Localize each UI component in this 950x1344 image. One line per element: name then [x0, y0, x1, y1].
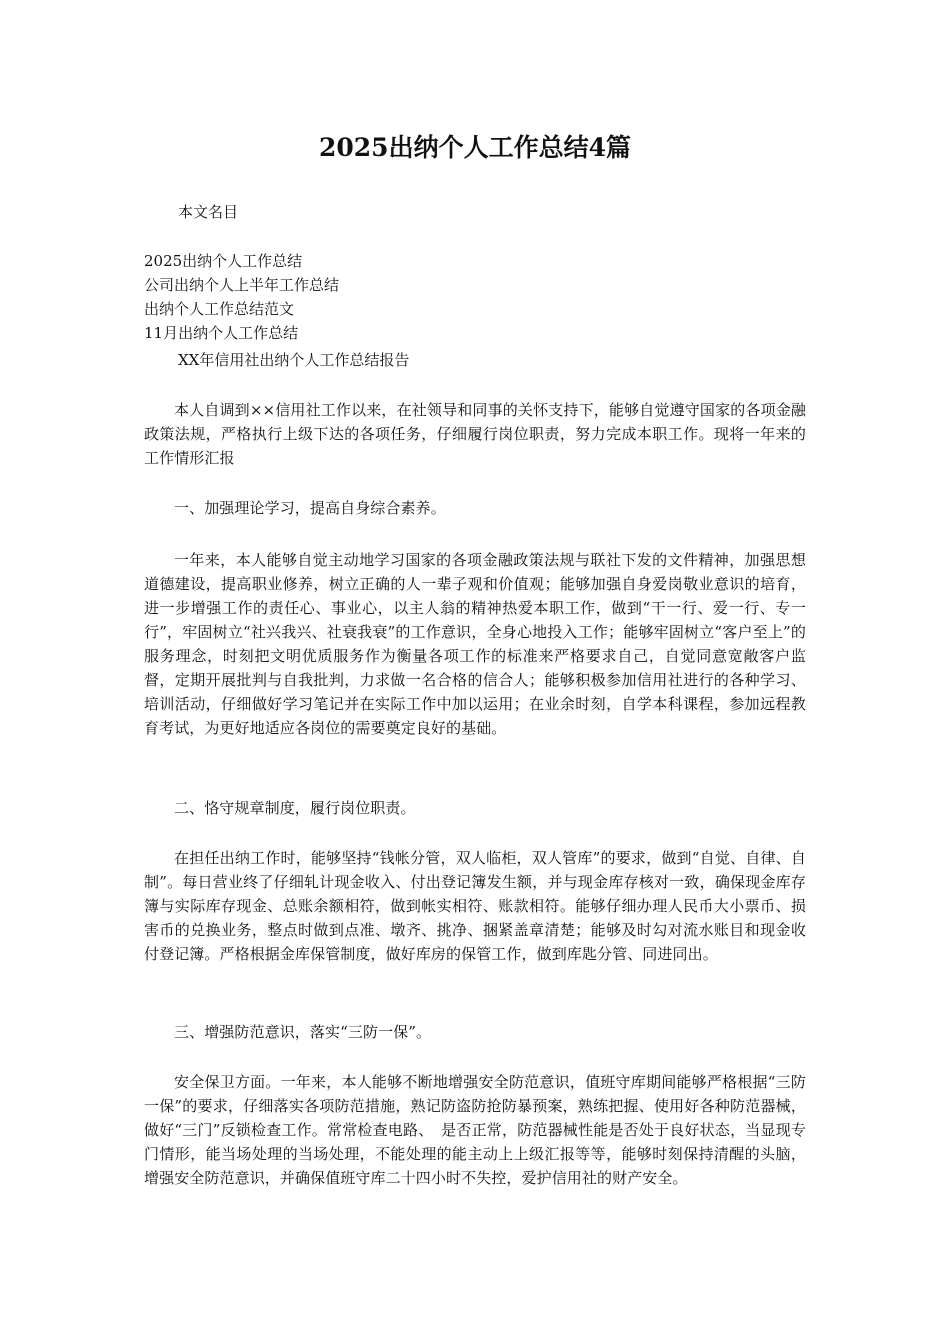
toc-item[interactable]: 2025出纳个人工作总结: [144, 252, 303, 270]
section-body-1: 一年来，本人能够自觉主动地学习国家的各项金融政策法规与联社下发的文件精神，加强思想道德建设，提高职业修养，树立正确的人一辈子观和价值观；能够加强自身爱岗敬业意识的培育，进一步增强工作的责任心、事业心，以主人翁的精神热爱本职工作，做到“干一行、爱一行、专一行”，牢固树立“社兴我兴、社衰我衰”的工作意识，全身心地投入工作；能够牢固树立“客户至上”的服务理念，时刻把文明优质服务作为衡量各项工作的标准来严格要求自己，自觉同意宽敞客户监督，定期开展批判与自我批判，力求做一名合格的信合人；能够积极参加信用社进行的各种学习、培训活动，仔细做好学习笔记并在实际工作中加以运用；在业余时刻，自学本科课程，参加远程教育考试，为更好地适应各岗位的需要奠定良好的基础。: [144, 551, 806, 737]
toc-heading: 本文名目: [178, 203, 239, 221]
section-heading-3: 三、增强防范意识，落实“三防一保”。: [174, 1023, 432, 1041]
section-heading-2: 二、恪守规章制度，履行岗位职责。: [174, 799, 416, 817]
report-subtitle: XX年信用社出纳个人工作总结报告: [178, 351, 410, 369]
toc-item[interactable]: 公司出纳个人上半年工作总结: [144, 276, 340, 294]
toc-list: [144, 249, 804, 345]
intro-paragraph: 本人自调到××信用社工作以来，在社领导和同事的关怀支持下，能够自觉遵守国家的各项金融政策法规，严格执行上级下达的各项任务，仔细履行岗位职责，努力完成本职工作。现将一年来的工作情形汇报: [144, 401, 806, 467]
section-heading-1: 一、加强理论学习，提高自身综合素养。: [174, 499, 446, 517]
document-title: 2025出纳个人工作总结4篇: [319, 133, 631, 162]
section-body-3: 安全保卫方面。一年来，本人能够不断地增强安全防范意识，值班守库期间能够严格根据“三防一保”的要求，仔细落实各项防范措施，熟记防盗防抢防暴预案，熟练把握、使用好各种防范器械，做好“三门”反锁检查工作。常常检查电路、 是否正常，防范器械性能是否处于良好状态，当显现专门情形，能当场处理的当场处理，不能处理的能主动上上级汇报等等，能够时刻保持清醒的头脑，增强安全防范意识，并确保值班守库二十四小时不失控，爱护信用社的财产安全。: [144, 1073, 806, 1187]
toc-item[interactable]: 出纳个人工作总结范文: [144, 300, 295, 318]
toc-item[interactable]: 11月出纳个人工作总结: [144, 324, 299, 342]
section-body-2: 在担任出纳工作时，能够坚持“钱帐分管，双人临柜，双人管库”的要求，做到“自觉、自律、自制”。每日营业终了仔细轧计现金收入、付出登记簿发生额，并与现金库存核对一致，确保现金库存簿与实际库存现金、总账余额相符，做到帐实相符、账款相符。能够仔细办理人民币大小票币、损害币的兑换业务，整点时做到点准、墩齐、挑净、捆紧盖章清楚；能够及时勾对流水账目和现金收付登记簿。严格根据金库保管制度，做好库房的保管工作，做到库匙分管、同进同出。: [144, 849, 806, 963]
